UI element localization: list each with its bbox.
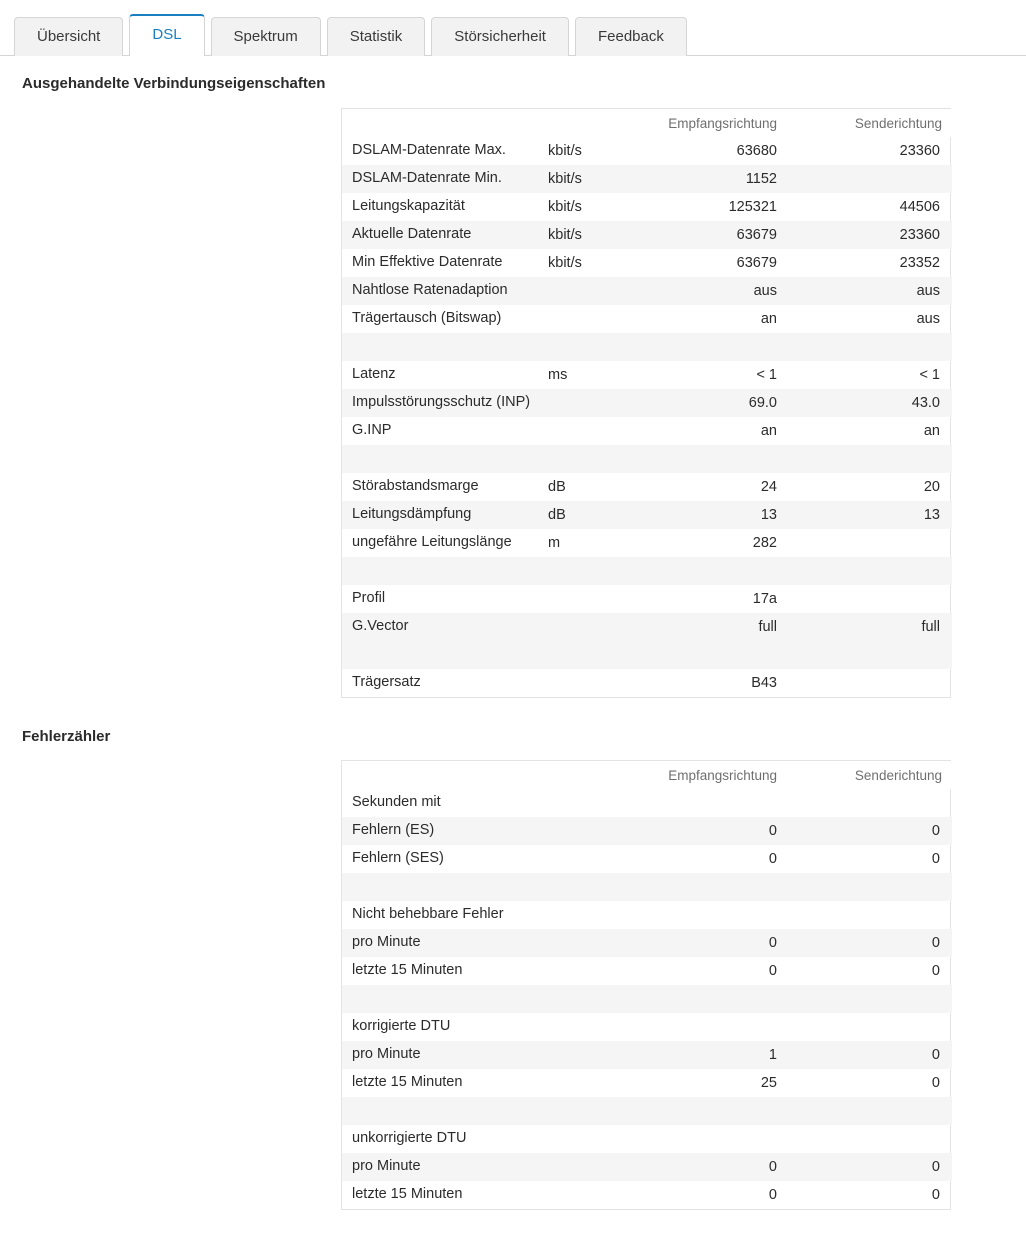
table-row	[342, 473, 952, 501]
cell-label: pro Minute	[352, 934, 421, 951]
table-row-spacer	[342, 445, 952, 473]
cell-label: DSLAM-Datenrate Max.	[352, 142, 506, 159]
cell-unit	[542, 669, 622, 697]
cell-label: Fehlern (SES)	[352, 850, 444, 867]
cell-down: an	[760, 311, 777, 327]
cell-down: 13	[760, 507, 777, 523]
spacer-cell	[342, 557, 952, 585]
cell-label: Profil	[352, 590, 386, 607]
errors-column-header-down: Empfangsrichtung	[622, 761, 787, 789]
table-row-spacer	[342, 1097, 952, 1125]
spacer-cell	[342, 333, 952, 361]
cell-unit	[542, 929, 622, 957]
table-row	[342, 845, 952, 873]
cell-up: 23360	[899, 227, 940, 243]
cell-up: 0	[931, 1159, 940, 1175]
cell-unit: kbit/s	[548, 227, 582, 243]
cell-unit: dB	[548, 479, 566, 495]
cell-up	[787, 1013, 952, 1041]
cell-label: Min Effektive Datenrate	[352, 254, 503, 271]
cell-up: full	[921, 619, 940, 635]
cell-unit	[542, 1181, 622, 1209]
cell-label: Sekunden mit	[352, 794, 441, 811]
table-row	[342, 193, 952, 221]
negotiated-column-header-label	[342, 109, 542, 137]
cell-down: 0	[768, 1187, 777, 1203]
table-row	[342, 1041, 952, 1069]
cell-label: Leitungskapazität	[352, 198, 465, 215]
table-row	[342, 221, 952, 249]
cell-label: Trägertausch (Bitswap)	[352, 310, 502, 327]
cell-unit	[542, 1013, 622, 1041]
cell-unit	[542, 817, 622, 845]
cell-down: 0	[768, 1159, 777, 1175]
cell-down: 17a	[752, 591, 777, 607]
cell-label: letzte 15 Minuten	[352, 1074, 463, 1091]
cell-up	[787, 165, 952, 193]
spacer-cell	[342, 873, 952, 901]
cell-unit	[542, 901, 622, 929]
table-row	[342, 1013, 952, 1041]
cell-up: 0	[931, 1047, 940, 1063]
cell-up: 13	[923, 507, 940, 523]
cell-up: 43.0	[911, 395, 940, 411]
spacer-cell	[342, 445, 952, 473]
cell-unit: kbit/s	[548, 199, 582, 215]
table-row-spacer	[342, 985, 952, 1013]
cell-down: 25	[760, 1075, 777, 1091]
cell-down: 282	[752, 535, 777, 551]
table-row	[342, 929, 952, 957]
cell-label: G.INP	[352, 422, 392, 439]
cell-unit: ms	[548, 367, 568, 383]
negotiated-properties-table	[341, 108, 951, 698]
cell-unit: dB	[548, 507, 566, 523]
tab--bersicht[interactable]: Übersicht	[14, 17, 123, 56]
cell-label: korrigierte DTU	[352, 1018, 451, 1035]
table-row	[342, 613, 952, 641]
cell-label: Impulsstörungsschutz (INP)	[352, 394, 531, 411]
table-row-spacer	[342, 333, 952, 361]
cell-up	[787, 669, 952, 697]
cell-up: 44506	[899, 199, 940, 215]
cell-down	[622, 1125, 787, 1153]
table-row	[342, 1181, 952, 1209]
cell-down: 63680	[736, 143, 777, 159]
cell-up: 0	[931, 935, 940, 951]
cell-unit	[542, 845, 622, 873]
page-title-errors: Fehlerzähler	[22, 728, 111, 745]
spacer-cell	[342, 985, 952, 1013]
cell-up	[787, 585, 952, 613]
cell-label: pro Minute	[352, 1158, 421, 1175]
table-row	[342, 901, 952, 929]
table-row	[342, 361, 952, 389]
cell-down: B43	[751, 675, 777, 691]
table-row	[342, 501, 952, 529]
tab-spektrum[interactable]: Spektrum	[211, 17, 321, 56]
cell-up	[787, 529, 952, 557]
cell-down: < 1	[756, 367, 777, 383]
cell-down: 1	[768, 1047, 777, 1063]
cell-label: Störabstandsmarge	[352, 478, 479, 495]
table-row	[342, 249, 952, 277]
cell-up: an	[923, 423, 940, 439]
error-counters-table	[341, 760, 951, 1210]
cell-up: 20	[923, 479, 940, 495]
negotiated-column-header-down: Empfangsrichtung	[622, 109, 787, 137]
cell-unit	[542, 305, 622, 333]
table-row-spacer	[342, 641, 952, 669]
cell-down: 0	[768, 963, 777, 979]
cell-down: aus	[753, 283, 777, 299]
cell-unit: m	[548, 535, 561, 551]
cell-unit	[542, 789, 622, 817]
cell-down: 125321	[728, 199, 777, 215]
cell-unit	[542, 1153, 622, 1181]
cell-unit: kbit/s	[548, 143, 582, 159]
cell-down: 0	[768, 823, 777, 839]
negotiated-column-header-unit	[542, 109, 622, 137]
table-row	[342, 1153, 952, 1181]
table-row	[342, 529, 952, 557]
cell-down	[622, 901, 787, 929]
cell-unit	[542, 1069, 622, 1097]
cell-label: letzte 15 Minuten	[352, 1186, 463, 1203]
cell-unit	[542, 1041, 622, 1069]
cell-label: ungefähre Leitungslänge	[352, 534, 512, 551]
cell-unit	[542, 417, 622, 445]
cell-down: 1152	[745, 171, 777, 187]
spacer-cell	[342, 641, 952, 669]
cell-down	[622, 1013, 787, 1041]
cell-unit	[542, 1125, 622, 1153]
table-row	[342, 417, 952, 445]
table-row-spacer	[342, 557, 952, 585]
cell-up: aus	[916, 283, 940, 299]
cell-unit	[542, 277, 622, 305]
cell-label: Leitungsdämpfung	[352, 506, 472, 523]
table-row	[342, 957, 952, 985]
cell-up: 0	[931, 963, 940, 979]
tab-st-rsicherheit[interactable]: Störsicherheit	[431, 17, 569, 56]
cell-down: 0	[768, 851, 777, 867]
cell-label: Nicht behebbare Fehler	[352, 906, 504, 923]
cell-down: 24	[760, 479, 777, 495]
cell-label: Nahtlose Ratenadaption	[352, 282, 508, 299]
cell-label: unkorrigierte DTU	[352, 1130, 467, 1147]
cell-label: G.Vector	[352, 618, 409, 635]
table-row	[342, 817, 952, 845]
cell-up: aus	[916, 311, 940, 327]
errors-column-header-label	[342, 761, 542, 789]
tab-dsl[interactable]: DSL	[129, 14, 204, 56]
table-row	[342, 137, 952, 165]
cell-up	[787, 1125, 952, 1153]
cell-label: letzte 15 Minuten	[352, 962, 463, 979]
cell-unit	[542, 389, 622, 417]
cell-down: 63679	[736, 255, 777, 271]
cell-unit	[542, 613, 622, 641]
cell-up	[787, 901, 952, 929]
cell-down: 69.0	[748, 395, 777, 411]
cell-label: pro Minute	[352, 1046, 421, 1063]
tab-statistik[interactable]: Statistik	[327, 17, 426, 56]
cell-unit: kbit/s	[548, 255, 582, 271]
cell-down: 0	[768, 935, 777, 951]
cell-up	[787, 789, 952, 817]
table-row	[342, 305, 952, 333]
table-row	[342, 669, 952, 697]
spacer-cell	[342, 1097, 952, 1125]
table-row	[342, 277, 952, 305]
cell-up: < 1	[919, 367, 940, 383]
cell-label: Aktuelle Datenrate	[352, 226, 472, 243]
tab-bar	[0, 0, 1026, 56]
cell-up: 0	[931, 1187, 940, 1203]
cell-down	[622, 789, 787, 817]
cell-up: 23360	[899, 143, 940, 159]
cell-down: an	[760, 423, 777, 439]
cell-up: 0	[931, 823, 940, 839]
errors-column-header-up: Senderichtung	[787, 761, 952, 789]
errors-column-header-unit	[542, 761, 622, 789]
cell-unit	[542, 957, 622, 985]
cell-label: DSLAM-Datenrate Min.	[352, 170, 502, 187]
cell-down: 63679	[736, 227, 777, 243]
negotiated-column-header-up: Senderichtung	[787, 109, 952, 137]
table-row	[342, 585, 952, 613]
table-row-spacer	[342, 873, 952, 901]
cell-label: Latenz	[352, 366, 396, 383]
table-row	[342, 789, 952, 817]
page-title-negotiated: Ausgehandelte Verbindungseigenschaften	[22, 75, 326, 92]
tab-feedback[interactable]: Feedback	[575, 17, 687, 56]
cell-up: 23352	[899, 255, 940, 271]
cell-down: full	[758, 619, 777, 635]
table-row	[342, 1069, 952, 1097]
cell-unit	[542, 585, 622, 613]
cell-unit: kbit/s	[548, 171, 582, 187]
cell-label: Fehlern (ES)	[352, 822, 435, 839]
cell-up: 0	[931, 1075, 940, 1091]
table-row	[342, 165, 952, 193]
cell-up: 0	[931, 851, 940, 867]
table-row	[342, 389, 952, 417]
table-row	[342, 1125, 952, 1153]
cell-label: Trägersatz	[352, 674, 421, 691]
